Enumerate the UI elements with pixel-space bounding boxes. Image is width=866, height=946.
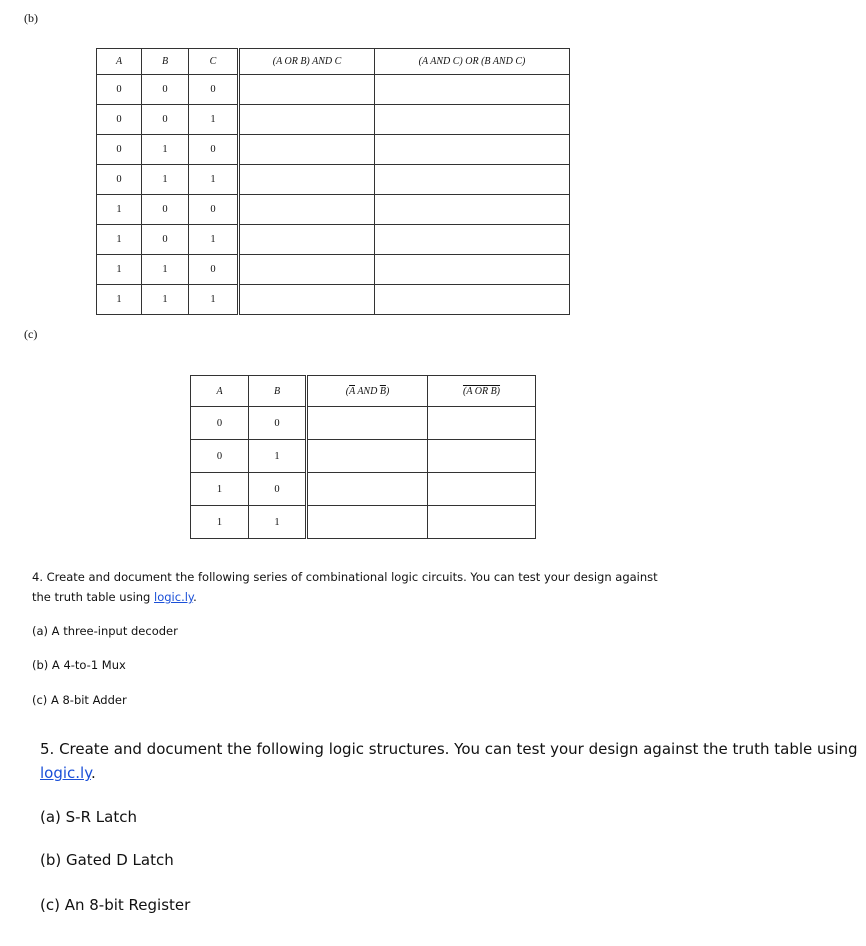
table-row: [191, 440, 536, 473]
header-nand-expr: ($\overline{A}$ AND $\overline{B}$): [307, 376, 428, 407]
cell-c: 0: [189, 195, 239, 225]
answer-cell[interactable]: [307, 506, 428, 539]
cell-b: 0: [249, 407, 307, 440]
answer-cell[interactable]: [239, 255, 375, 285]
cell-c: 1: [189, 285, 239, 315]
table-row: [97, 285, 570, 315]
table-row: [97, 225, 570, 255]
table-row: [97, 255, 570, 285]
answer-cell[interactable]: [239, 165, 375, 195]
cell-b: 1: [142, 285, 189, 315]
cell-a: 0: [191, 440, 249, 473]
answer-cell[interactable]: [375, 255, 570, 285]
section-b-label: (b): [24, 11, 38, 25]
truth-table-b: [96, 48, 570, 315]
table-row: [97, 165, 570, 195]
cell-a: 0: [97, 105, 142, 135]
header-expr2: (A AND C) OR (B AND C): [375, 49, 570, 75]
answer-cell[interactable]: [239, 225, 375, 255]
table-row: [97, 195, 570, 225]
answer-cell[interactable]: [239, 135, 375, 165]
cell-a: 1: [97, 255, 142, 285]
q4-line1: 4. Create and document the following series of combinational logic circuits. You can test your design against: [32, 570, 658, 584]
cell-b: 1: [249, 506, 307, 539]
table-row: [191, 506, 536, 539]
q5-item-a: (a) S-R Latch: [40, 808, 137, 826]
table-row: [97, 105, 570, 135]
answer-cell[interactable]: [375, 75, 570, 105]
table-row: [191, 473, 536, 506]
table-row: [97, 135, 570, 165]
cell-b: 0: [142, 105, 189, 135]
cell-a: 0: [97, 75, 142, 105]
answer-cell[interactable]: [239, 105, 375, 135]
q5-item-c: (c) An 8-bit Register: [40, 896, 191, 914]
cell-a: 0: [97, 135, 142, 165]
answer-cell[interactable]: [428, 473, 536, 506]
answer-cell[interactable]: [239, 195, 375, 225]
cell-b: 1: [142, 255, 189, 285]
header-a: A: [97, 49, 142, 75]
answer-cell[interactable]: [428, 407, 536, 440]
answer-cell[interactable]: [428, 506, 536, 539]
header-nor-expr: (A OR B): [428, 376, 536, 407]
answer-cell[interactable]: [375, 135, 570, 165]
cell-a: 0: [97, 165, 142, 195]
cell-c: 1: [189, 105, 239, 135]
answer-cell[interactable]: [375, 225, 570, 255]
cell-a: 1: [191, 506, 249, 539]
cell-c: 1: [189, 225, 239, 255]
answer-cell[interactable]: [375, 195, 570, 225]
q4-line2: the truth table using logic.ly.: [32, 590, 197, 604]
header-b: B: [249, 376, 307, 407]
cell-a: 1: [191, 473, 249, 506]
header-a: A: [191, 376, 249, 407]
header-b: B: [142, 49, 189, 75]
q5-line2: logic.ly.: [40, 764, 96, 782]
cell-b: 1: [142, 165, 189, 195]
answer-cell[interactable]: [307, 473, 428, 506]
answer-cell[interactable]: [375, 285, 570, 315]
q4-item-b: (b) A 4-to-1 Mux: [32, 658, 126, 672]
cell-c: 0: [189, 135, 239, 165]
header-expr1: (A OR B) AND C: [239, 49, 375, 75]
answer-cell[interactable]: [375, 165, 570, 195]
cell-a: 0: [191, 407, 249, 440]
cell-b: 0: [142, 195, 189, 225]
cell-c: 0: [189, 255, 239, 285]
cell-b: 0: [142, 225, 189, 255]
q5-line1: 5. Create and document the following logic structures. You can test your design against the truth table using: [40, 740, 858, 758]
answer-cell[interactable]: [375, 105, 570, 135]
cell-b: 0: [249, 473, 307, 506]
section-c-label: (c): [24, 327, 38, 341]
header-c: C: [189, 49, 239, 75]
cell-c: 0: [189, 75, 239, 105]
answer-cell[interactable]: [239, 285, 375, 315]
truth-table-c: [190, 375, 536, 539]
answer-cell[interactable]: [307, 407, 428, 440]
cell-a: 1: [97, 195, 142, 225]
answer-cell[interactable]: [307, 440, 428, 473]
cell-a: 1: [97, 225, 142, 255]
cell-b: 1: [249, 440, 307, 473]
cell-b: 0: [142, 75, 189, 105]
logicly-link[interactable]: logic.ly: [154, 590, 194, 604]
table-row: [191, 407, 536, 440]
cell-c: 1: [189, 165, 239, 195]
q4-item-a: (a) A three-input decoder: [32, 624, 178, 638]
answer-cell[interactable]: [239, 75, 375, 105]
answer-cell[interactable]: [428, 440, 536, 473]
q5-item-b: (b) Gated D Latch: [40, 851, 174, 869]
q4-item-c: (c) A 8-bit Adder: [32, 693, 127, 707]
logicly-link[interactable]: logic.ly: [40, 764, 91, 782]
cell-a: 1: [97, 285, 142, 315]
table-row: [97, 75, 570, 105]
cell-b: 1: [142, 135, 189, 165]
